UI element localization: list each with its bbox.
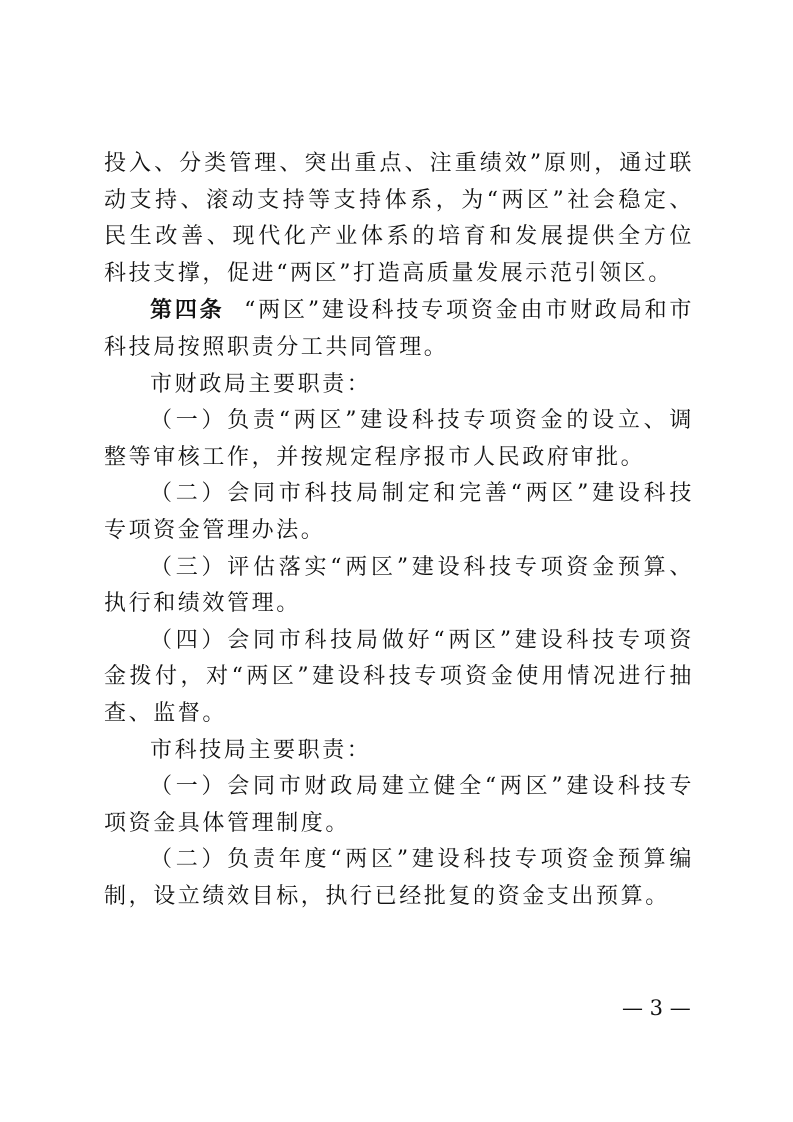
- finance-bureau-duties-heading: 市财政局主要职责：: [150, 371, 372, 397]
- finance-duty-item-1: （一）负责“两区”建设科技专项资金的设立、调整等审核工作，并按规定程序报市人民政府审批。: [104, 408, 694, 470]
- tech-bureau-duties-heading: 市科技局主要职责：: [150, 737, 372, 763]
- article-4-heading: 第四条: [150, 297, 225, 324]
- page-number: — 3 —: [622, 996, 691, 1020]
- finance-duty-item-3: （三）评估落实“两区”建设科技专项资金预算、执行和绩效管理。: [104, 554, 694, 617]
- tech-duty-item-1: （一）会同市财政局建立健全“两区”建设科技专项资金具体管理制度。: [104, 774, 694, 836]
- finance-duty-item-2: （二）会同市科技局制定和完善“两区”建设科技专项资金管理办法。: [104, 481, 694, 543]
- article-4-body: “两区”建设科技专项资金由市财政局和市科技局按照职责分工共同管理。: [104, 298, 694, 360]
- paragraph-article-4: [104, 292, 694, 366]
- finance-duty-item-4: （四）会同市科技局做好“两区”建设科技专项资金拨付，对“两区”建设科技专项资金使用情况进行抽查、监督。: [104, 627, 694, 726]
- document-body: [104, 146, 694, 915]
- paragraph-principles-continued: 投入、分类管理、突出重点、注重绩效”原则，通过联动支持、滚动支持等支持体系，为“两区”社会稳定、民生改善、现代化产业体系的培育和发展提供全方位科技支撑，促进“两区”打造高质量发展示范引领区。: [104, 151, 694, 286]
- tech-duty-item-2: （二）负责年度“两区”建设科技专项资金预算编制，设立绩效目标，执行已经批复的资金支出预算。: [104, 847, 694, 909]
